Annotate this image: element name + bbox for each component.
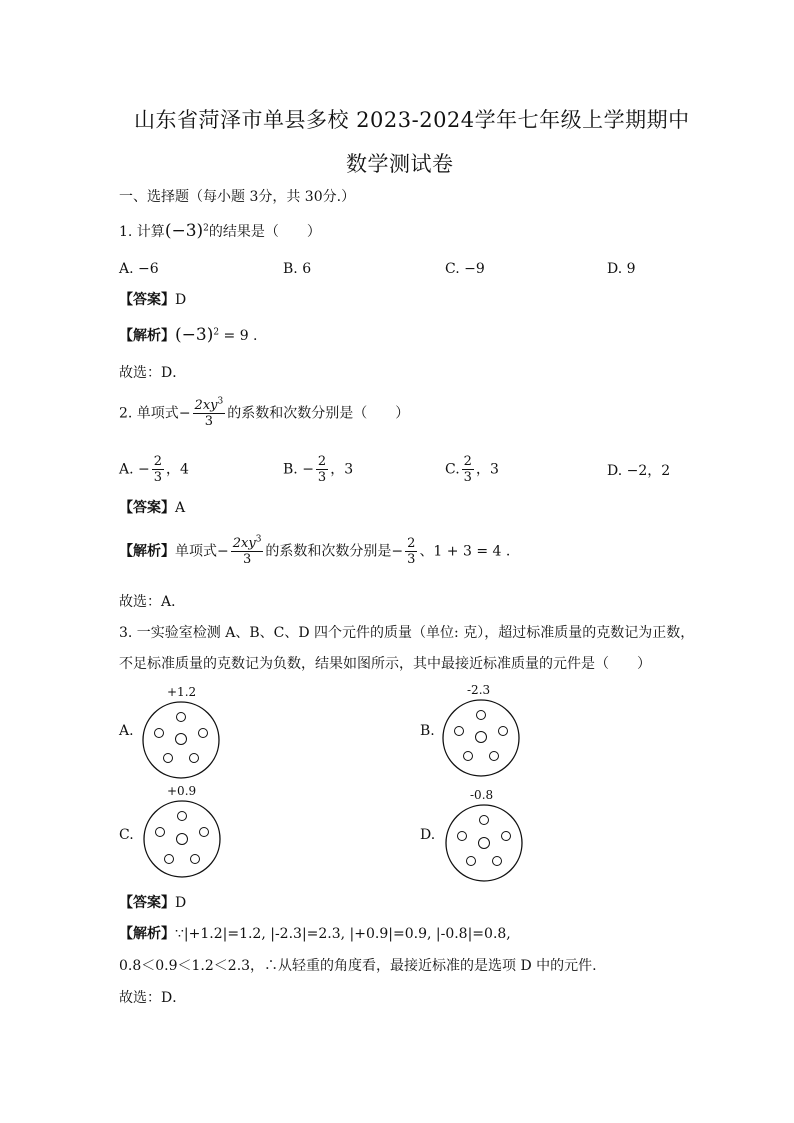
- q2-option-c-den: 3: [463, 470, 472, 485]
- q2-analysis-minus: −: [217, 543, 229, 560]
- title-line-2: 数学测试卷: [346, 152, 454, 176]
- q2-suffix: 的系数和次数分别是（ ）: [227, 405, 410, 422]
- q3-text-line-2: 不足标准质量的克数记为负数，结果如图所示，其中最接近标准质量的元件是（ ）: [119, 656, 651, 672]
- q1-expression: (−3): [164, 221, 204, 241]
- component-d-diagram: [444, 803, 524, 883]
- q2-analysis-coef-num: 2: [407, 536, 416, 551]
- analysis-tag: 【解析】: [119, 926, 175, 942]
- q2-analysis-monomial: [231, 536, 264, 567]
- q2-option-c-rest: ，3: [475, 461, 499, 478]
- part-b-label: B.: [420, 723, 435, 739]
- part-a-value: +1.2: [167, 685, 197, 699]
- q2-analysis-numerator: 2xy: [232, 536, 256, 551]
- component-b-diagram: [441, 698, 521, 778]
- question-2: [119, 398, 409, 429]
- part-c-label: C.: [119, 827, 134, 843]
- title-line-1: 山东省菏泽市单县多校 2023-2024学年七年级上学期期中: [134, 108, 690, 132]
- q2-numerator-exponent: 3: [217, 396, 224, 407]
- part-d-value: -0.8: [470, 788, 494, 802]
- q2-option-a-den: 3: [153, 470, 163, 485]
- q2-analysis-mid: 的系数和次数分别是: [265, 543, 392, 560]
- q2-analysis: [119, 536, 510, 567]
- analysis-tag: 【解析】: [119, 543, 175, 560]
- q2-minus: −: [178, 405, 191, 422]
- q1-exponent: 2: [203, 223, 209, 234]
- part-a-label: A.: [119, 723, 134, 739]
- q1-analysis-exponent: 2: [213, 327, 220, 338]
- q2-analysis-coef-den: 3: [407, 552, 416, 567]
- q1-analysis: [119, 326, 258, 345]
- q2-analysis-rest: 、1 + 3 = 4 .: [419, 543, 511, 560]
- analysis-tag: 【解析】: [119, 328, 175, 344]
- q2-option-c: [445, 454, 499, 485]
- q1-option-b: B. 6: [283, 261, 312, 277]
- answer-tag: 【答案】: [119, 895, 175, 911]
- q1-answer-value: D: [175, 292, 187, 308]
- q2-option-b: [283, 454, 353, 485]
- q2-analysis-prefix: 单项式: [175, 543, 217, 560]
- q1-analysis-rest: = 9 .: [219, 328, 258, 344]
- q2-analysis-denominator: 3: [242, 552, 252, 567]
- q1-conclusion: 故选：D．: [119, 365, 187, 381]
- q3-conclusion: 故选：D．: [119, 990, 187, 1006]
- q1-suffix: 的结果是（ ）: [208, 224, 321, 240]
- q2-numerator: 2xy: [194, 398, 218, 413]
- q2-option-a-num: 2: [153, 454, 163, 469]
- answer-tag: 【答案】: [119, 500, 175, 516]
- q2-analysis-coefficient: [405, 536, 417, 567]
- q2-conclusion: 故选：A．: [119, 594, 186, 610]
- q2-option-c-fraction: [462, 454, 474, 485]
- q3-answer: [119, 894, 186, 912]
- q1-analysis-expression: (−3): [175, 325, 214, 345]
- question-1: [119, 222, 321, 241]
- q2-prefix: 2. 单项式: [119, 405, 179, 422]
- q1-option-d: D. 9: [607, 261, 636, 277]
- q2-option-c-num: 2: [463, 454, 472, 469]
- q2-option-b-num: 2: [317, 454, 327, 469]
- part-b-value: -2.3: [467, 683, 491, 697]
- q2-option-b-rest: ，3: [330, 461, 354, 478]
- q2-option-b-fraction: [316, 454, 328, 485]
- q3-answer-value: D: [175, 895, 187, 911]
- component-c-diagram: [142, 799, 222, 879]
- q2-option-c-label: C.: [445, 461, 460, 478]
- q1-option-c: C. −9: [445, 261, 485, 277]
- q3-analysis-text-1: ∵|+1.2|=1.2, |-2.3|=2.3, |+0.9|=0.9, |-0.8|=0.8,: [175, 926, 511, 942]
- q2-option-a-rest: ，4: [166, 461, 189, 478]
- q2-option-a-label: A. −: [119, 461, 150, 478]
- q1-answer: [119, 291, 186, 309]
- part-c-value: +0.9: [167, 784, 197, 798]
- component-a-diagram: [141, 700, 221, 780]
- q2-analysis-minus-2: −: [391, 543, 404, 560]
- q2-option-a: [119, 454, 189, 485]
- q1-prefix: 1. 计算: [119, 224, 165, 240]
- q2-monomial-fraction: [193, 398, 226, 429]
- section-heading: 一、选择题（每小题 3分，共 30分.）: [119, 189, 356, 205]
- answer-tag: 【答案】: [119, 292, 175, 308]
- q2-denominator: 3: [204, 414, 214, 429]
- q2-answer: [119, 499, 185, 517]
- q2-option-b-den: 3: [317, 470, 327, 485]
- q2-option-d: D. −2，2: [607, 463, 671, 479]
- q3-analysis-line-1: [119, 925, 511, 943]
- q2-answer-value: A: [175, 500, 186, 516]
- part-d-label: D.: [420, 827, 436, 843]
- q2-analysis-numerator-exponent: 3: [255, 534, 262, 545]
- q3-analysis-line-2: 0.8＜0.9＜1.2＜2.3，∴从轻重的角度看，最接近标准的是选项 D 中的元件.: [119, 958, 597, 974]
- q3-text-line-1: 3. 一实验室检测 A、B、C、D 四个元件的质量（单位: 克），超过标准质量的克数记为正数，: [119, 625, 695, 641]
- q2-option-a-fraction: [152, 454, 164, 485]
- q1-option-a: A. −6: [119, 261, 159, 277]
- q2-option-b-label: B. −: [283, 461, 314, 478]
